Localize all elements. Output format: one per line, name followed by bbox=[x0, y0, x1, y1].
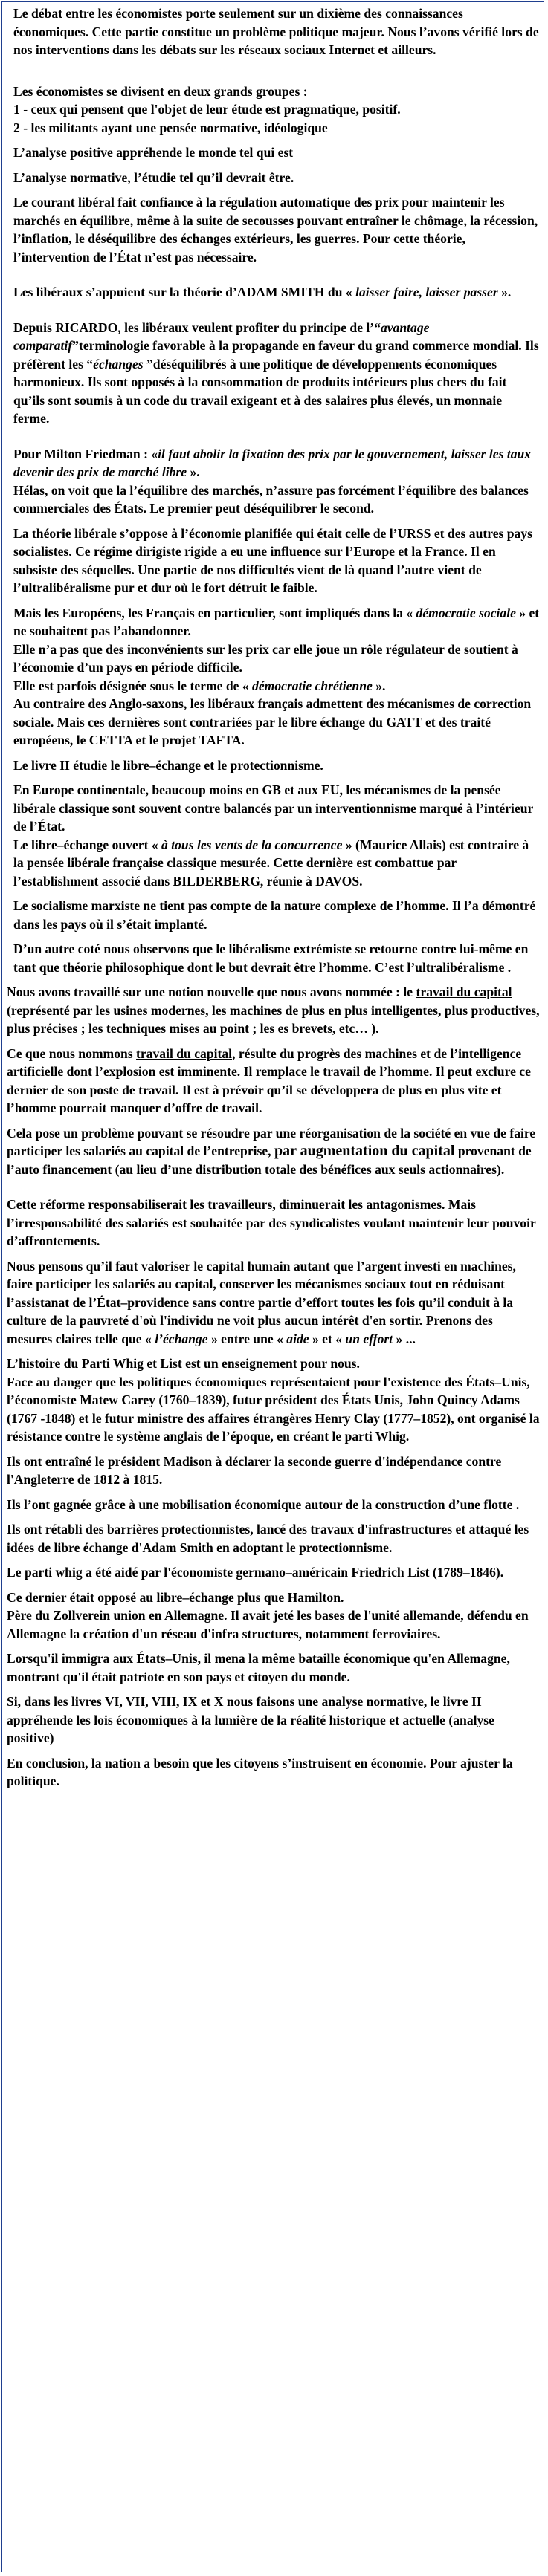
paragraph-friedman: Pour Milton Friedman : «il faut abolir la fixation des prix par le gouvernement, laisser les taux devenir des prix de marché libre ». Hélas, on voit que la l’équilibre des marchés, n’assure pas forcément l’équilibre des balances commerciales des États. Le premier peut déséquilibrer le second. bbox=[13, 446, 532, 516]
paragraph-book-2: Le livre II étudie le libre–échange et le protectionnisme. bbox=[13, 757, 323, 773]
paragraph-fleet: Ils l’ont gagnée grâce à une mobilisation économique autour de la construction d’une flotte . bbox=[7, 1496, 520, 1512]
paragraph-ultraliberalism: D’un autre coté nous observons que le libéralisme extrémiste se retourne contre lui-même en tant que théorie philosophique dont le but devrait être l’homme. C’est l’ultralibéralisme . bbox=[13, 941, 529, 975]
paragraph-books: Si, dans les livres VI, VII, VIII, IX et X nous faisons une analyse normative, le livre II appréhende les lois économiques à la lumière de la réalité historique et actuelle (analyse positive) bbox=[7, 1694, 494, 1745]
paragraph-groups: Les économistes se divisent en deux grands groupes : 1 - ceux qui pensent que l'objet de leur étude est pragmatique, positif. 2 - les militants ayant une pensée normative, idéologique bbox=[13, 83, 401, 135]
paragraph-liberal-current: Le courant libéral fait confiance à la régulation automatique des prix pour maintenir les marchés en équilibre, même à la suite de secousses pouvant entraîner le chômage, la récession, l’inflation, le déséquilibre des échanges extérieurs, les guerres. Pour cette théorie, l’intervention de l’État n’est pas nécessaire. bbox=[13, 195, 538, 265]
paragraph-ricardo: Depuis RICARDO, les libéraux veulent profiter du principe de l’“avantage comparatif”terminologie favorable à la propagande en faveur du grand commerce mondial. Ils préfèrent les “échanges ”déséquilibrés à une politique de développements économiques harmonieux. Ils sont opposés à la consommation de produits intérieurs plus chers du fait qu’ils sont soumis à un code du travail exigeant et à des salaires plus élevés, un monnaie ferme. bbox=[13, 319, 539, 426]
paragraph-continental: En Europe continentale, beaucoup moins en GB et aux EU, les mécanismes de la pensée libérale classique sont souvent contre balancés par un interventionnisme marqué à l’intérieur de l’État. Le libre–échange ouvert « à tous les vents de la concurrence » (Maurice Allais) est contraire à la pensée libérale française classique mesurée. Cette dernière est combattue par l’establishment associé dans BILDERBERG, réunie à DAVOS. bbox=[13, 782, 534, 889]
paragraph-normative: L’analyse normative, l’étudie tel qu’il devrait être. bbox=[13, 169, 294, 185]
paragraph-hamilton: Ce dernier était opposé au libre–échange plus que Hamilton. Père du Zollverein union en Allemagne. Il avait jeté les bases de l'unité allemande, défendu en Allemagne la création d'un réseau d'infra structures, notamment ferroviaires. bbox=[7, 1589, 529, 1641]
paragraph-emigrated: Lorsqu'il immigra aux États–Unis, il mena la même bataille économique qu'en Allemagne, montrant qu'il était patriote en son pays et citoyen du monde. bbox=[7, 1651, 510, 1684]
paragraph-barriers: Ils ont rétabli des barrières protectionnistes, lancé des travaux d'infrastructures et attaqué les idées de libre échange d'Adam Smith en adoptant le protectionnisme. bbox=[7, 1522, 529, 1555]
paragraph-madison: Ils ont entraîné le président Madison à déclarer la seconde guerre d'indépendance contre l'Angleterre de 1812 à 1815. bbox=[7, 1453, 502, 1487]
paragraph-marxist: Le socialisme marxiste ne tient pas compte de la nature complexe de l’homme. Il l’a démontré dans les pays où il s’était implanté. bbox=[13, 898, 536, 932]
paragraph-list: Le parti whig a été aidé par l'économiste germano–américain Friedrich List (1789–1846). bbox=[7, 1565, 504, 1580]
paragraph-human-capital: Nous pensons qu’il faut valoriser le capital humain autant que l’argent investi en machines, faire participer les salariés au capital, conserver les mécanismes sociaux tout en réduisant l’assistanat de l’État–providence sans contre partie d’effort toutes les fois qu’il conduit à la culture de la pauvreté d'où l'individu ne voit plus aucun intérêt d'en sortir. Prenons des mesures claires telle que « l’échange » entre une « aide » et « un effort » ... bbox=[7, 1258, 516, 1346]
paragraph-conclusion: En conclusion, la nation a besoin que les citoyens s’instruisent en économie. Pour ajuster la politique. bbox=[7, 1755, 513, 1788]
paragraph-positive: L’analyse positive appréhende le monde tel qui est bbox=[13, 145, 294, 160]
paragraph-intro: Le débat entre les économistes porte seulement sur un dixième des connaissances économiques. Cette partie constitue un problème politique majeur. Nous l’avons vérifié lors de nos interventions dans les débats sur les réseaux sociaux Internet et ailleurs. bbox=[13, 6, 539, 57]
paragraph-whig: L’histoire du Parti Whig et List est un enseignement pour nous. Face au danger que les politiques économiques représentaient pour l'existence des États–Unis, l’économiste Matew Carey (1760–1839), futur président des États Unis, John Quincy Adams (1767 -1848) et le futur ministre des affaires étrangères Henry Clay (1777–1852), ont organisé la résistance contre le système anglais de l’époque, en créant le parti Whig. bbox=[7, 1356, 540, 1444]
paragraph-reform: Cette réforme responsabiliserait les travailleurs, diminuerait les antagonismes. Mais l’irresponsabilité des salariés est souhaitée par des syndicalistes voulant maintenir leur pouvoir d’affrontements. bbox=[7, 1197, 536, 1248]
document-body bbox=[7, 4, 541, 1797]
paragraph-reorganisation: Cela pose un problème pouvant se résoudre par une réorganisation de la société en vue de faire participer les salariés au capital de l’entreprise, par augmentation du capital provenant de l’auto financement (au lieu d’une distribution totale des bénéfices aux seuls actionnaires). bbox=[7, 1125, 536, 1177]
paragraph-capital-work: Nous avons travaillé sur une notion nouvelle que nous avons nommée : le travail du capital (représenté par les usines modernes, les machines de plus en plus intelligentes, plus productives, plus précises ; les techniques mises au point ; les es brevets, etc… ). bbox=[7, 984, 540, 1036]
paragraph-europeans: Mais les Européens, les Français en particulier, sont impliqués dans la « démocratie sociale » et ne souhaitent pas l’abandonner. Elle n’a pas que des inconvénients sur les prix car elle joue un rôle régulateur de soutient à l’économie d’un pays en période difficile. Elle est parfois désignée sous le terme de « démocratie chrétienne ». Au contraire des Anglo-saxons, les libéraux français admettent des mécanismes de correction sociale. Mais ces dernières sont contrariées par le libre échange du GATT et des traité européens, le CETTA et le projet TAFTA. bbox=[13, 605, 540, 747]
paragraph-planned-economy: La théorie libérale s’oppose à l’économie planifiée qui était celle de l’URSS et des autres pays socialistes. Ce régime dirigiste rigide a eu une influence sur l’Europe et la France. Il en subsiste des séquelles. Une partie de nos difficultés vient de là quand l’autre vient de l’ultralibéralisme pur et dur où le fort détruit le faible. bbox=[13, 525, 532, 595]
paragraph-adam-smith: Les libéraux s’appuient sur la théorie d’ADAM SMITH du « laisser faire, laisser passer ». bbox=[13, 285, 512, 299]
paragraph-capital-work-2: Ce que nous nommons travail du capital, résulte du progrès des machines et de l’intelligence artificielle dont l’explosion est imminente. Il remplace le travail de l’homme. Il peut exclure ce dernier de son poste de travail. Il est à prévoir qu’il se développera de plus en plus vite et l’homme pourrait manquer d’offre de travail. bbox=[7, 1045, 531, 1115]
